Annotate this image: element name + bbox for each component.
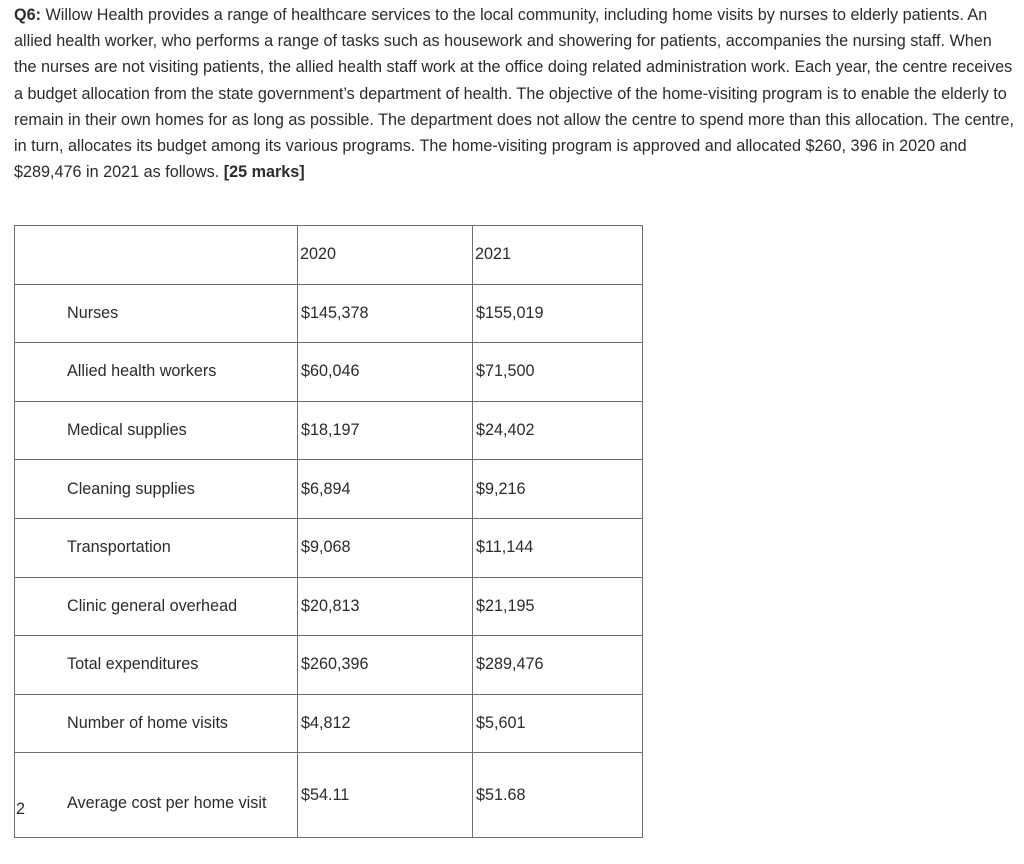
header-cell-2021: 2021: [473, 226, 643, 285]
row-value-2021: $24,402: [473, 401, 643, 460]
row-value-2021: $71,500: [473, 343, 643, 402]
table-row: [15, 401, 643, 460]
table-row: [15, 460, 643, 519]
row-label: Nurses: [15, 284, 298, 343]
row-value-2021: $289,476: [473, 636, 643, 695]
row-label: Transportation: [15, 518, 298, 577]
row-label: Medical supplies: [15, 401, 298, 460]
header-cell-2020: 2020: [298, 226, 473, 285]
budget-table: [14, 225, 643, 838]
question-marks: [25 marks]: [223, 163, 305, 182]
row-value-2020: $6,894: [298, 460, 473, 519]
row-value-2020: $54.11: [298, 753, 473, 838]
row-value-2021: $51.68: [473, 753, 643, 838]
row-value-2020: $4,812: [298, 694, 473, 753]
table-header-row: [15, 226, 643, 285]
row-label: Total expenditures: [15, 636, 298, 695]
row-value-2020: $9,068: [298, 518, 473, 577]
question-text: [14, 2, 1014, 185]
row-value-2021: $5,601: [473, 694, 643, 753]
row-label: Cleaning supplies: [15, 460, 298, 519]
row-label: Number of home visits: [15, 694, 298, 753]
table-row: [15, 284, 643, 343]
row-value-2020: $18,197: [298, 401, 473, 460]
row-value-2020: $145,378: [298, 284, 473, 343]
question-body: Willow Health provides a range of healthcare services to the local community, including home visits by nurses to elderly patients. An allied health worker, who performs a range of tasks such as housework and showering for patients, accompanies the nursing staff. When the nurses are not visiting patients, the allied health staff work at the office doing related administration work. Each year, the centre receives a budget allocation from the state government’s department of health. The objective of the home-visiting program is to enable the elderly to remain in their own homes for as long as possible. The department does not allow the centre to spend more than this allocation. The centre, in turn, allocates its budget among its various programs. The home-visiting program is approved and allocated $260, 396 in 2020 and $289,476 in 2021 as follows.: [14, 6, 1014, 182]
row-value-2021: $9,216: [473, 460, 643, 519]
row-label: Average cost per home visit 2: [15, 753, 298, 838]
row-value-2021: $21,195: [473, 577, 643, 636]
row-value-2021: $155,019: [473, 284, 643, 343]
table-row: [15, 518, 643, 577]
row-value-2021: $11,144: [473, 518, 643, 577]
question-number: Q6:: [14, 6, 41, 24]
table-row: [15, 577, 643, 636]
row-value-2020: $260,396: [298, 636, 473, 695]
row-label: Clinic general overhead: [15, 577, 298, 636]
table-row: [15, 694, 643, 753]
row-value-2020: $60,046: [298, 343, 473, 402]
footnote-number: 2: [16, 800, 26, 819]
row-label: Allied health workers: [15, 343, 298, 402]
table-row: [15, 636, 643, 695]
row-value-2020: $20,813: [298, 577, 473, 636]
table-row: [15, 343, 643, 402]
header-cell-label: [15, 226, 298, 285]
table-row: [15, 753, 643, 838]
